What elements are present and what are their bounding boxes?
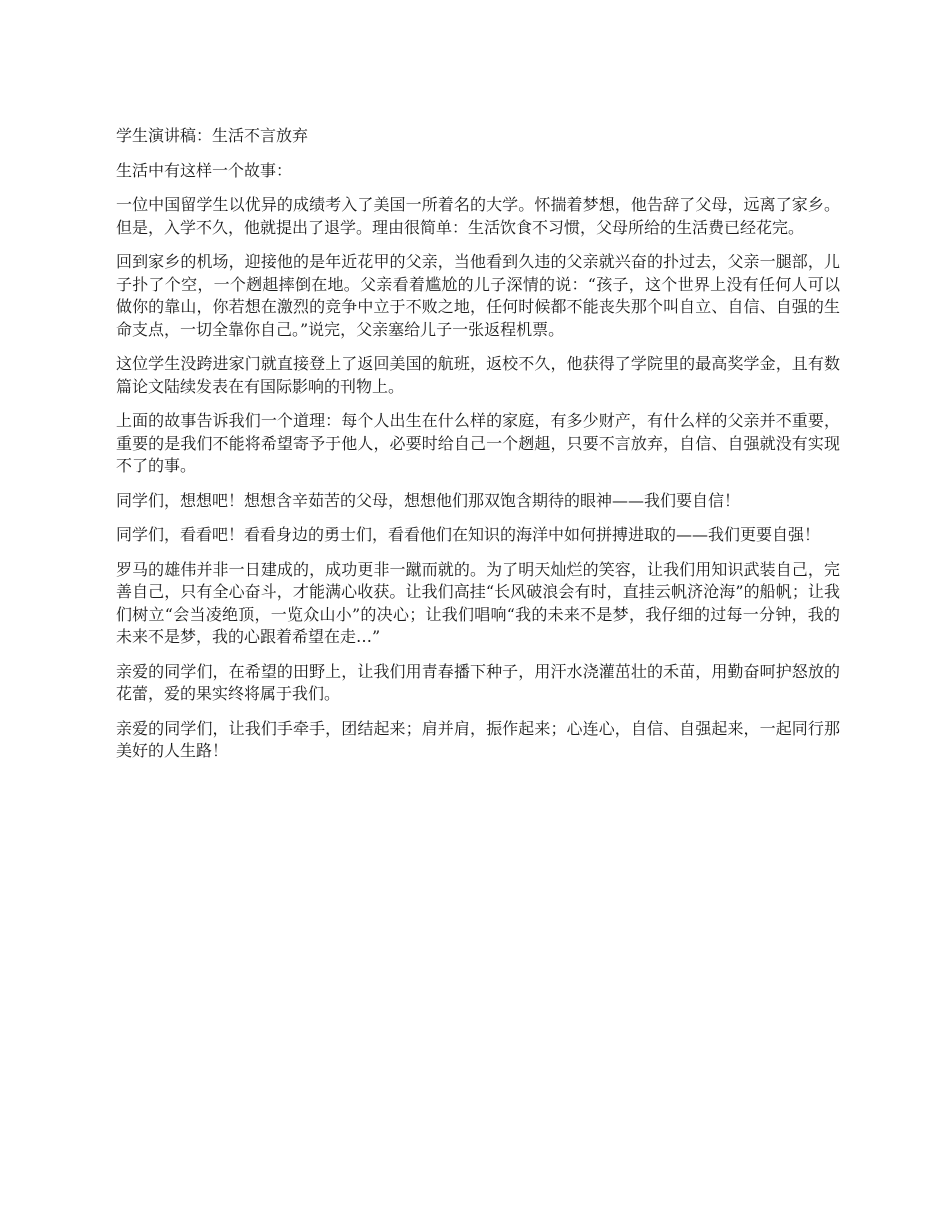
paragraph-strength: 同学们，看看吧！看看身边的勇士们，看看他们在知识的海洋中如何拼搏进取的——我们更要自强！: [116, 525, 821, 544]
paragraph-airport: 回到家乡的机场，迎接他的是年近花甲的父亲，当他看到久违的父亲就兴奋的扑过去，父亲一腿部，儿子扑了个空，一个趔趄摔倒在地。父亲看着尴尬的儿子深情的说：“孩子，这个世界上没有任何人可以做你的靠山，你若想在激烈的竞争中立于不败之地，任何时候都不能丧失那个叫自立、自信、自强的生命支点，一切全靠你自己。”说完，父亲塞给儿子一张返程机票。: [116, 252, 840, 339]
paragraph-story-start: 一位中国留学生以优异的成绩考入了美国一所着名的大学。怀揣着梦想，他告辞了父母，远离了家乡。但是，入学不久，他就提出了退学。理由很简单：生活饮食不习惯，父母所给的生活费已经花完。: [116, 195, 840, 237]
paragraph-confidence: 同学们，想想吧！想想含辛茹苦的父母，想想他们那双饱含期待的眼神——我们要自信！: [116, 490, 741, 510]
paragraph-return: 这位学生没跨进家门就直接登上了返回美国的航班，返校不久，他获得了学院里的最高奖学金，且有数篇论文陆续发表在有国际影响的刊物上。: [116, 354, 840, 396]
paragraph-lesson: 上面的故事告诉我们一个道理：每个人出生在什么样的家庭，有多少财产，有什么样的父亲并不重要，重要的是我们不能将希望寄予于他人，必要时给自己一个趔趄，只要不言放弃，自信、自强就没有实现不了的事。: [116, 411, 840, 475]
document-title: 学生演讲稿：生活不言放弃: [116, 126, 309, 145]
paragraph-intro: 生活中有这样一个故事：: [116, 160, 293, 180]
document-body: [116, 125, 840, 775]
paragraph-closing: 亲爱的同学们，让我们手牵手，团结起来；肩并肩，振作起来；心连心，自信、自强起来，一起同行那美好的人生路！: [116, 718, 840, 760]
paragraph-hope: 亲爱的同学们，在希望的田野上，让我们用青春播下种子，用汗水浇灌茁壮的禾苗，用勤奋呵护怒放的花蕾，爱的果实终将属于我们。: [116, 661, 840, 703]
paragraph-rome: 罗马的雄伟并非一日建成的，成功更非一蹴而就的。为了明天灿烂的笑容，让我们用知识武装自己，完善自己，只有全心奋斗，才能满心收获。让我们高挂“长风破浪会有时，直挂云帆济沧海”的船帆；让我们树立“会当凌绝顶，一览众山小”的决心；让我们唱响“我的未来不是梦，我仔细的过每一分钟，我的未来不是梦，我的心跟着希望在走…”: [116, 559, 840, 646]
